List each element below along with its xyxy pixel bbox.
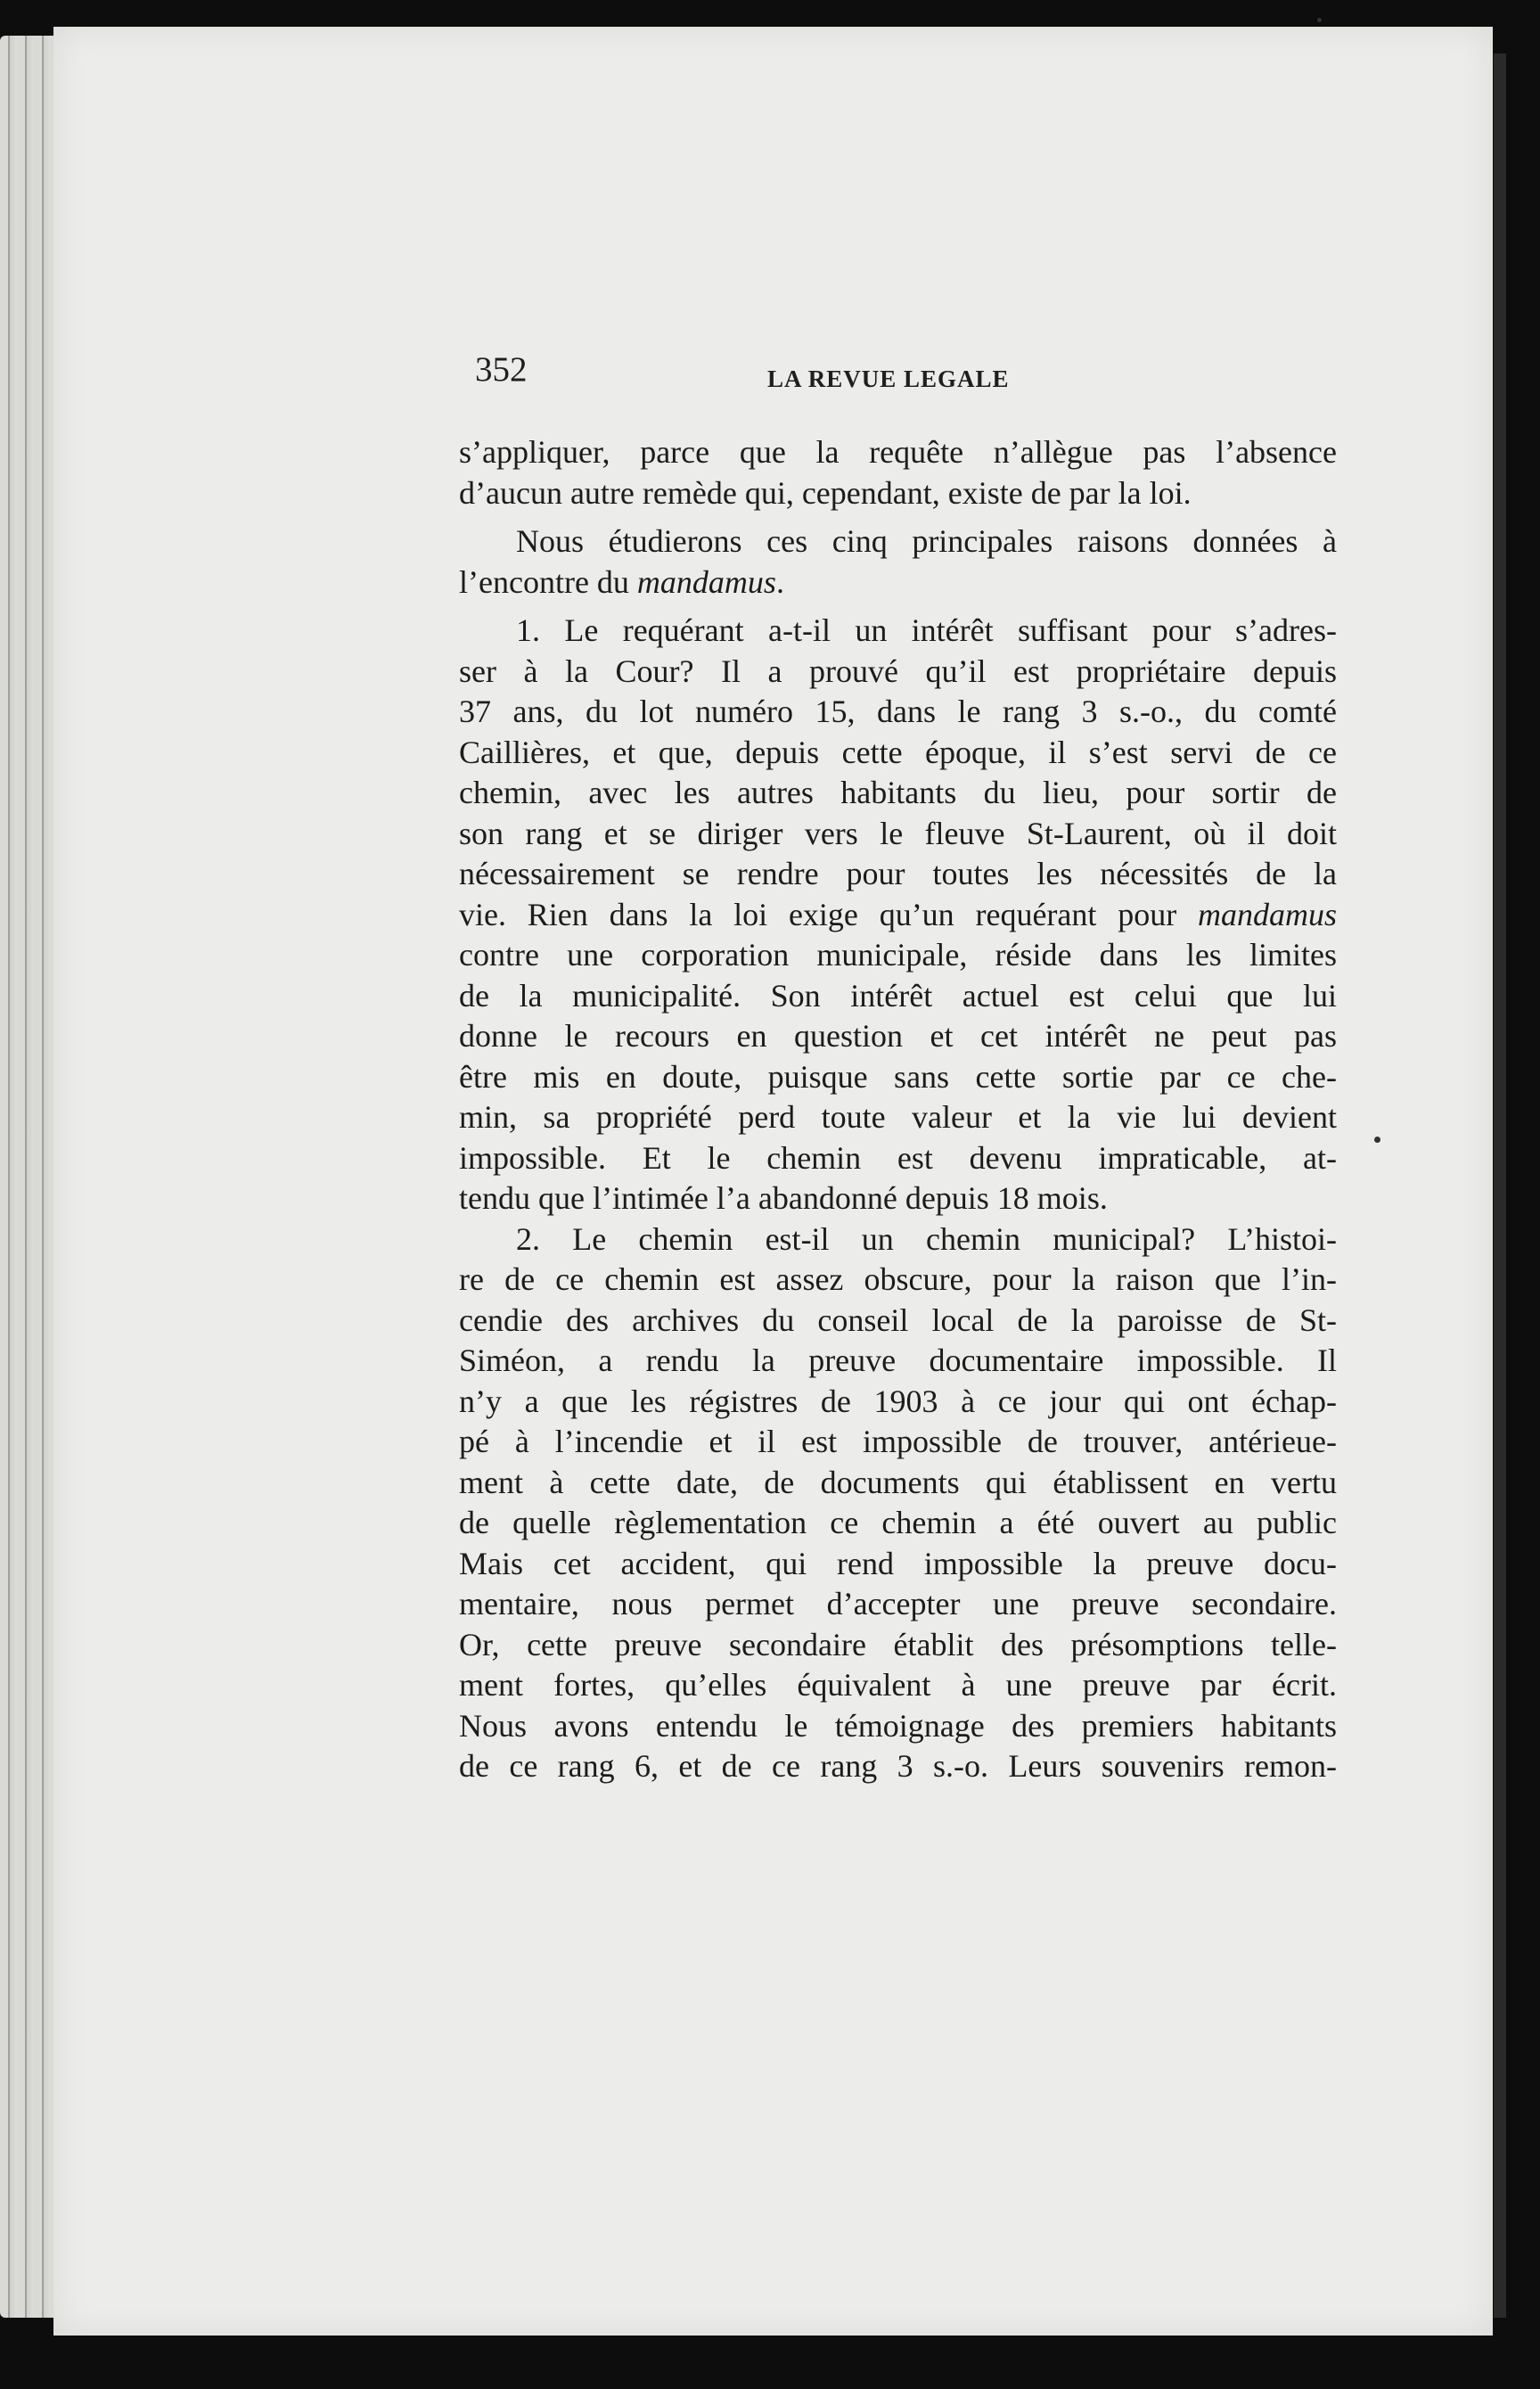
text-line: contre une corporation municipale, réside dans les limites — [459, 937, 1337, 973]
text-line: vie. Rien dans la loi exige qu’un requérant pour mandamus — [459, 896, 1337, 932]
text-line: Siméon, a rendu la preuve documentaire impossible. Il — [459, 1342, 1337, 1378]
text-line: impossible. Et le chemin est devenu impraticable, at- — [459, 1139, 1337, 1176]
text-line: tendu que l’intimée l’a abandonné depuis 18 mois. — [459, 1180, 1108, 1216]
text-line: Mais cet accident, qui rend impossible la preuve docu- — [459, 1545, 1337, 1581]
text-line: 1. Le requérant a-t-il un intérêt suffisant pour s’adres- — [516, 612, 1337, 648]
text-line: pé à l’incendie et il est impossible de trouver, antérieue- — [459, 1424, 1337, 1459]
text-line: Caillières, et que, depuis cette époque, il s’est servi de ce — [459, 734, 1337, 770]
text-line: Or, cette preuve secondaire établit des présomptions telle- — [459, 1626, 1337, 1662]
body-text — [459, 432, 1337, 1787]
text-line: mentaire, nous permet d’accepter une preuve secondaire. — [459, 1586, 1337, 1621]
text-line: de quelle règlementation ce chemin a été ouvert au public — [459, 1505, 1337, 1540]
text-line: 37 ans, du lot numéro 15, dans le rang 3 s.-o., du comté — [459, 694, 1337, 729]
text-line: ser à la Cour? Il a prouvé qu’il est propriétaire depuis — [459, 653, 1337, 689]
text-line: d’aucun autre remède qui, cependant, existe de par la loi. — [459, 474, 1192, 511]
text-line: re de ce chemin est assez obscure, pour la raison que l’in- — [459, 1261, 1337, 1297]
text-line: être mis en doute, puisque sans cette sortie par ce che- — [459, 1058, 1337, 1095]
text-line: Nous étudierons ces cinq principales raisons données à — [516, 523, 1337, 559]
text-line: l’encontre du mandamus. — [459, 563, 784, 600]
page-header — [475, 349, 1331, 403]
text-line: n’y a que les régistres de 1903 à ce jour qui ont échap- — [459, 1383, 1337, 1419]
text-line: cendie des archives du conseil local de la paroisse de St- — [459, 1301, 1337, 1338]
text-line: son rang et se diriger vers le fleuve St-Laurent, où il doit — [459, 815, 1337, 851]
text-line: donne le recours en question et cet intérêt ne peut pas — [459, 1018, 1337, 1054]
text-line: de la municipalité. Son intérêt actuel est celui que lui — [459, 977, 1337, 1014]
page-number: 352 — [475, 350, 528, 389]
text-line: Nous avons entendu le témoignage des premiers habitants — [459, 1707, 1337, 1744]
text-line: ment à cette date, de documents qui établissent en vertu — [459, 1464, 1337, 1500]
text-line: s’appliquer, parce que la requête n’allègue pas l’absence — [459, 434, 1337, 470]
running-head: LA REVUE LEGALE — [767, 365, 1010, 392]
book-binding-shadow — [1494, 53, 1506, 2318]
text-line: chemin, avec les autres habitants du lieu, pour sortir de — [459, 775, 1337, 810]
text-line: 2. Le chemin est-il un chemin municipal? L’histoi- — [516, 1220, 1337, 1257]
ink-speck — [1374, 1137, 1380, 1143]
text-line: min, sa propriété perd toute valeur et la vie lui devient — [459, 1099, 1337, 1135]
text-line: de ce rang 6, et de ce rang 3 s.-o. Leurs souvenirs remon- — [459, 1748, 1337, 1784]
ink-speck — [1317, 18, 1322, 22]
text-line: ment fortes, qu’elles équivalent à une preuve par écrit. — [459, 1667, 1337, 1703]
text-line: nécessairement se rendre pour toutes les nécessités de la — [459, 856, 1337, 891]
